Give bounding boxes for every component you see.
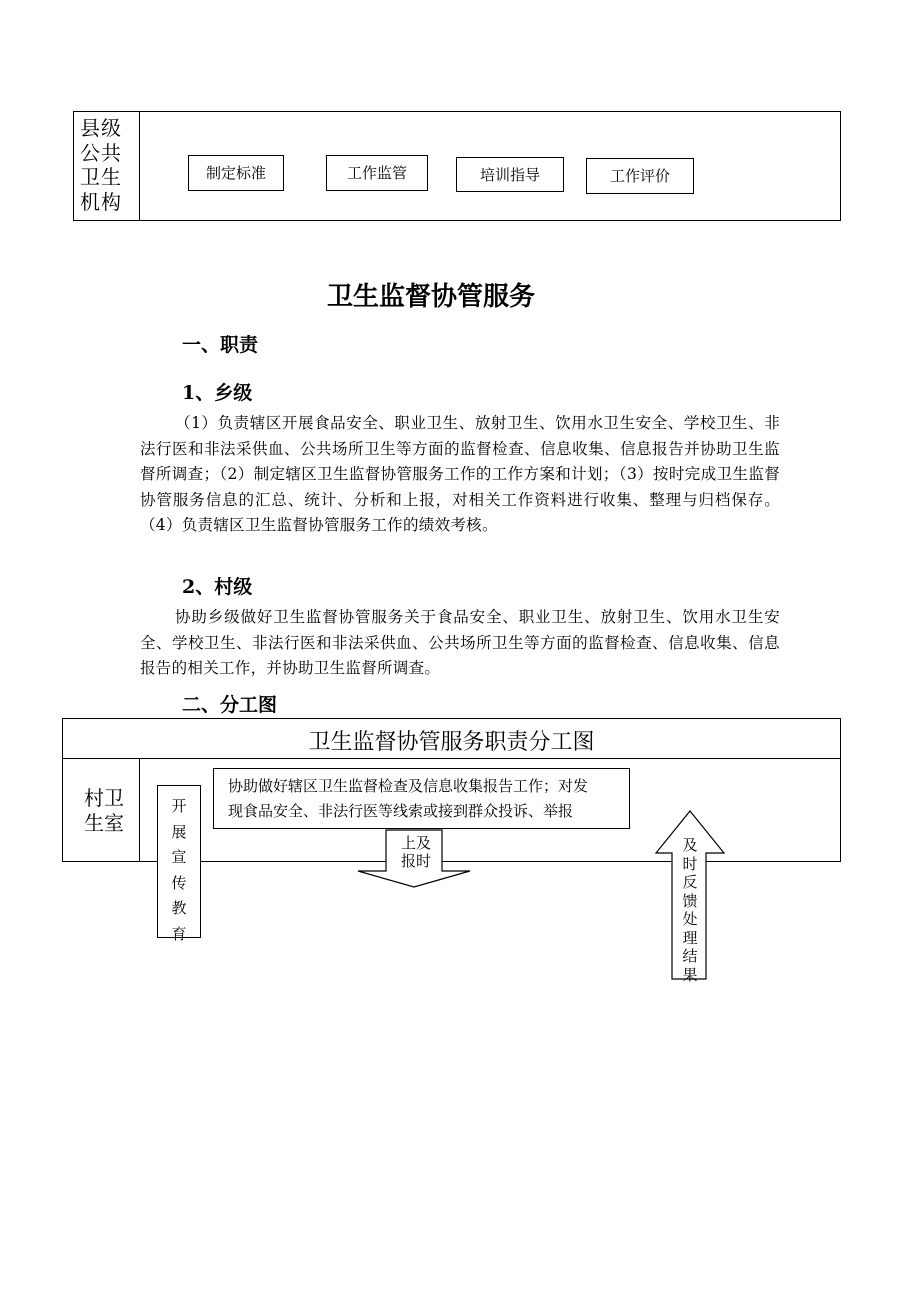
- subheading-township: 1、乡级: [182, 382, 253, 404]
- county-label: [80, 116, 136, 214]
- feedback-char: 馈: [682, 891, 698, 910]
- feedback-char: 时: [682, 854, 698, 873]
- promo-char: 宣: [171, 848, 187, 866]
- feedback-char: 及: [682, 836, 698, 854]
- feedback-char: 理: [682, 928, 698, 947]
- county-label-line: 公共: [80, 140, 122, 165]
- promo-char: 教: [171, 899, 187, 917]
- document-title: 卫生监督协管服务: [326, 282, 535, 312]
- assist-line: 现食品安全、非法行医等线索或接到群众投诉、举报: [228, 802, 574, 820]
- feedback-char: 结: [682, 947, 698, 965]
- village-label-line: 村卫: [84, 786, 124, 810]
- set-standards-box: 制定标准: [188, 155, 284, 191]
- report-timely-label: [392, 834, 440, 870]
- feedback-char: 反: [682, 873, 698, 891]
- work-supervision-box: 工作监管: [326, 155, 428, 191]
- feedback-char: 果: [682, 965, 698, 984]
- promo-char: 育: [171, 924, 187, 943]
- subheading-village: 2、村级: [182, 576, 253, 598]
- county-label-line: 机构: [80, 189, 122, 214]
- section-heading-division-chart: 二、分工图: [182, 694, 278, 716]
- report-line: 报时: [400, 852, 431, 870]
- assist-supervision-box: [213, 768, 630, 829]
- promo-char: 展: [171, 822, 187, 841]
- assist-line: 协助做好辖区卫生监督检查及信息收集报告工作；对发: [228, 777, 589, 795]
- report-line: 上及: [400, 834, 431, 852]
- chart-divider-horizontal: [62, 758, 841, 759]
- promo-char: 开: [171, 797, 187, 815]
- division-chart-title: 卫生监督协管服务职责分工图: [308, 730, 595, 755]
- village-clinic-label: [76, 786, 132, 836]
- county-label-line: 县级: [80, 116, 122, 140]
- county-table-divider: [139, 111, 140, 221]
- section-heading-duties: 一、职责: [182, 334, 259, 356]
- promo-char: 传: [171, 873, 187, 892]
- publicity-education-box: [157, 785, 201, 943]
- county-label-line: 卫生: [80, 165, 122, 189]
- village-duties-text: 协助乡级做好卫生监督协管服务关于食品安全、职业卫生、放射卫生、饮用水卫生安全、学校卫生、非法行医和非法采供血、公共场所卫生等方面的监督检查、信息收集、信息报告的相关工作，并协助卫生监督所调查。: [140, 608, 780, 677]
- work-evaluation-box: 工作评价: [586, 158, 694, 194]
- feedback-char: 处: [682, 910, 698, 928]
- training-guidance-box: 培训指导: [456, 157, 564, 192]
- chart-divider-vertical: [139, 758, 140, 862]
- township-duties-text: （1）负责辖区开展食品安全、职业卫生、放射卫生、饮用水卫生安全、学校卫生、非法行医和非法采供血、公共场所卫生等方面的监督检查、信息收集、信息报告并协助卫生监督所调查；（2）制定辖区卫生监督协管服务工作的工作方案和计划；（3）按时完成卫生监督协管服务信息的汇总、统计、分析和上报，对相关工作资料进行收集、整理与归档保存。（4）负责辖区卫生监督协管服务工作的绩效考核。: [140, 414, 780, 534]
- feedback-result-label: [672, 836, 708, 984]
- village-label-line: 生室: [84, 811, 124, 835]
